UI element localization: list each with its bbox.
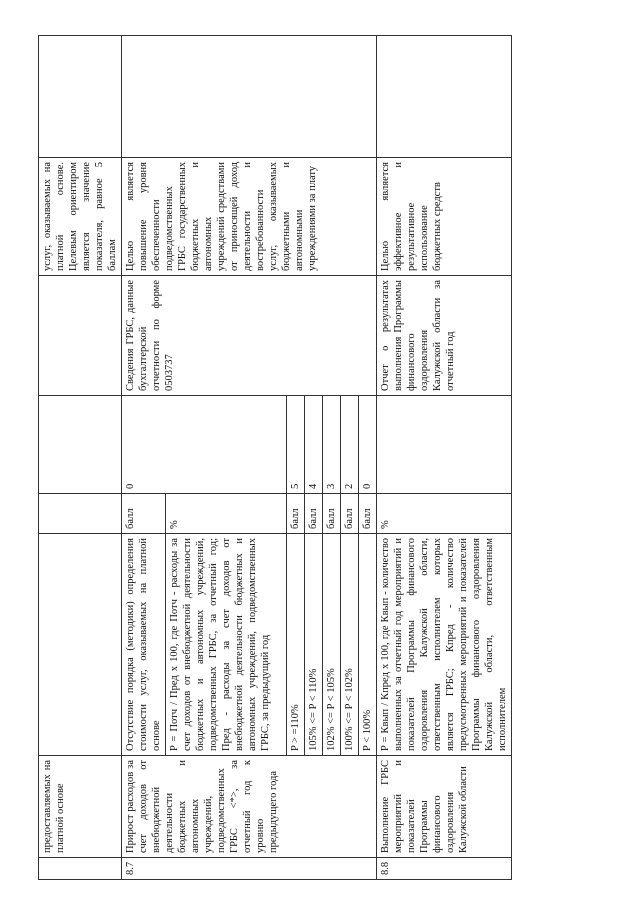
row-number-cell (39, 858, 122, 880)
rotated-table-sheet (38, 36, 612, 880)
table-row (377, 36, 512, 880)
scale-value: 2 (341, 396, 359, 494)
indicator-name-cell: предоставляемых на платной основе (39, 756, 122, 858)
scale-unit: балл (359, 494, 377, 534)
extra-cell (39, 36, 122, 158)
unit-cell: % (377, 494, 512, 534)
indicators-table (38, 35, 512, 880)
method-formula-cell: P = Потч / Пред x 100, где Потч - расходы за счет доходов от внебюджетной деятельности бюджетных и автономных учреждений, подведомственных ГРБС, за отчетный год; Пред - расходы за счет доходов от внебюджетной деятельности бюджетных и автономных учреждений, подведомственных ГРБС, за предыдущий год (166, 534, 287, 756)
scale-value: 3 (323, 396, 341, 494)
table-row (122, 36, 166, 880)
method-cell: Отсутствие порядка (методики) определения стоимости услуг, оказываемых на платной основе (122, 534, 166, 756)
value-cell (39, 396, 122, 494)
unit-cell: % (166, 494, 287, 534)
unit-cell (39, 494, 122, 534)
row-number-cell: 8.7 (122, 858, 377, 880)
extra-cell (122, 36, 377, 158)
value-cell (377, 396, 512, 494)
goal-cell: услуг, оказываемых на платной основе. Целевым ориентиром является значение показателя, равное 5 баллам (39, 158, 122, 276)
scale-condition: 105% <= P < 110% (305, 534, 323, 756)
scale-condition: 102% <= P < 105% (323, 534, 341, 756)
goal-cell: Целью является эффективное и результативное использование бюджетных средств (377, 158, 512, 276)
scale-unit: балл (323, 494, 341, 534)
scale-value: 4 (305, 396, 323, 494)
goal-cell: Целью является повышение уровня обеспеченности подведомственных ГРБС государственных бюджетных и автономных учреждений средствами от приносящей доход деятельности и востребованности услуг, оказываемых бюджетными и автономными учреждениями за плату (122, 158, 377, 276)
scale-value: 5 (287, 396, 305, 494)
method-cell (39, 534, 122, 756)
extra-cell (377, 36, 512, 158)
scale-condition: P < 100% (359, 534, 377, 756)
scale-condition: P > =110% (287, 534, 305, 756)
source-cell: Сведения ГРБС, данные бухгалтерской отчетности по форме 0503737 (122, 276, 377, 396)
scale-value: 0 (359, 396, 377, 494)
scale-unit: балл (341, 494, 359, 534)
scale-unit: балл (287, 494, 305, 534)
source-cell (39, 276, 122, 396)
row-number-cell: 8.8 (377, 858, 512, 880)
value-cell: 0 (122, 396, 287, 494)
indicator-name-cell: Прирост расходов за счет доходов от внебюджетной деятельности бюджетных и автономных учреждений, подведомственных ГРБС <*>, за отчетный год к уровню предыдущего года (122, 756, 377, 858)
table-row (39, 36, 122, 880)
method-cell: P = Квып / Кпред x 100, где Квып - количество выполненных за отчетный год мероприятий и показателей Программы финансового оздоровления Калужской области, ответственным исполнителем которых является ГРБС; Кпред - количество предусмотренных мероприятий и показателей Программы финансового оздоровления Калужской области, ответственным исполнителем (377, 534, 512, 756)
scale-condition: 100% <= P < 102% (341, 534, 359, 756)
source-cell: Отчет о результатах выполнения Программы финансового оздоровления Калужской области за отчетный год (377, 276, 512, 396)
indicator-name-cell: Выполнение ГРБС мероприятий и показателей Программы финансового оздоровления Калужской области (377, 756, 512, 858)
scale-unit: балл (305, 494, 323, 534)
unit-cell: балл (122, 494, 166, 534)
